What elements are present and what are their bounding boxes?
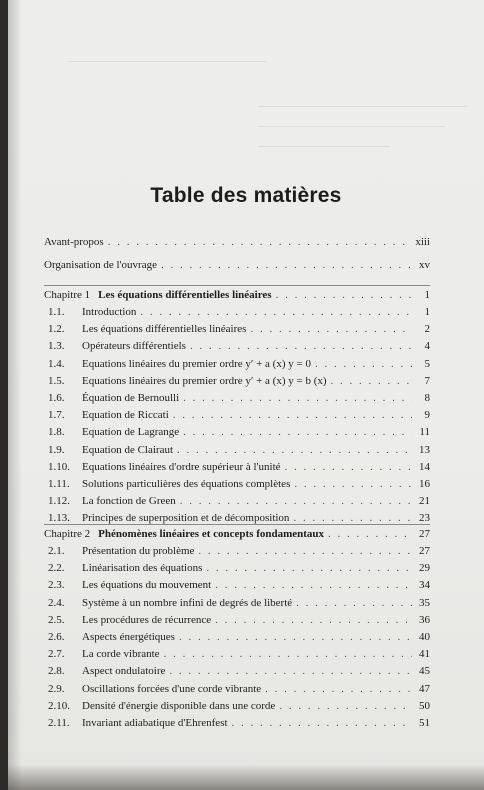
entry-title: Equation de Lagrange (82, 426, 180, 439)
toc-entry (44, 700, 430, 716)
section-number: 1.5. (48, 374, 65, 387)
section-number: 2.6. (48, 631, 65, 643)
toc-entry (44, 478, 430, 494)
page-number: 51 (419, 717, 430, 729)
dot-leader (232, 717, 412, 729)
page-number: 45 (419, 665, 430, 678)
table-of-contents (8, 0, 484, 790)
dot-leader (215, 614, 412, 626)
front-matter-entry (44, 236, 430, 252)
bleed-through-text: —————————————————— (68, 55, 266, 67)
toc-entry (44, 340, 430, 356)
toc-entry (44, 392, 430, 408)
dot-leader (190, 340, 412, 352)
dot-leader (296, 597, 412, 609)
entry-title: Les équations du mouvement (82, 579, 212, 592)
chapter-rule (44, 285, 430, 286)
entry-title: Equation de Riccati (82, 409, 169, 422)
page-title: Table des matières (150, 184, 342, 208)
entry-title: La fonction de Green (82, 495, 176, 508)
entry-title: Phénomènes linéaires et concepts fondamentaux (98, 528, 325, 540)
page-number: 29 (419, 562, 430, 575)
entry-title: Linéarisation des équations (82, 562, 203, 575)
page-number: 50 (419, 699, 430, 712)
page-number: 40 (419, 631, 430, 643)
toc-entry (44, 683, 430, 699)
entry-title: Opérateurs différentiels (82, 340, 186, 353)
page-number: 5 (424, 357, 430, 370)
entry-title: Les équations différentielles linéaires (98, 289, 272, 301)
section-number: 1.4. (48, 357, 65, 370)
entry-title: Equations linéaires du premier ordre y′ + a (x) y = b (x) (82, 374, 327, 387)
page-number: 14 (419, 460, 430, 473)
page-number: 13 (419, 443, 430, 456)
entry-title: Equation de Clairaut (82, 443, 174, 456)
section-number: 1.7. (48, 409, 65, 422)
section-number: 2.5. (48, 613, 65, 626)
dot-leader (179, 631, 412, 643)
section-number: Chapitre 1 (44, 289, 91, 301)
dot-leader (328, 528, 412, 540)
dot-leader (140, 306, 412, 318)
bleed-through-text: ————————————————— (258, 120, 445, 132)
section-number: 1.6. (48, 392, 65, 404)
dot-leader (293, 512, 412, 524)
dot-leader (183, 426, 412, 438)
section-number: 2.1. (48, 545, 65, 557)
entry-title: Densité d'énergie disponible dans une corde (82, 699, 276, 712)
toc-entry (44, 631, 430, 647)
page-number: 9 (424, 409, 430, 422)
entry-title: Equations linéaires d'ordre supérieur à l'unité (82, 460, 281, 473)
section-number: 1.9. (48, 443, 65, 456)
entry-title: Principes de superposition et de décomposition (82, 512, 290, 525)
dot-leader (177, 444, 412, 456)
page-number: 4 (424, 340, 430, 353)
entry-title: La corde vibrante (82, 648, 160, 661)
entry-title: Avant-propos (44, 236, 104, 248)
toc-entry (44, 444, 430, 460)
section-number: 1.3. (48, 340, 65, 353)
page-number: xv (419, 259, 430, 271)
section-number: 2.11. (48, 717, 70, 729)
dot-leader (285, 461, 412, 473)
section-number: 1.1. (48, 306, 65, 318)
toc-entry (44, 409, 430, 425)
entry-title: Les équations différentielles linéaires (82, 323, 247, 336)
entry-title: Système à un nombre infini de degrés de liberté (82, 596, 293, 609)
page-number: 34 (419, 579, 430, 592)
dot-leader (265, 683, 412, 695)
section-number: 2.2. (48, 562, 65, 575)
entry-title: Aspects énergétiques (82, 631, 175, 643)
section-number: 1.2. (48, 323, 65, 336)
toc-entry (44, 717, 430, 733)
entry-title: Solutions particulières des équations complètes (82, 478, 291, 490)
section-number: 2.3. (48, 579, 65, 592)
section-number: 2.4. (48, 596, 65, 609)
section-number: 2.9. (48, 682, 65, 695)
entry-title: Oscillations forcées d'une corde vibrante (82, 682, 262, 695)
toc-entry (44, 545, 430, 561)
section-number: 2.8. (48, 665, 65, 678)
page-number: 2 (424, 323, 430, 336)
dot-leader (108, 236, 412, 248)
dot-leader (279, 700, 412, 712)
dot-leader (215, 579, 412, 591)
page-number: 41 (419, 648, 430, 661)
toc-entry (44, 648, 430, 664)
dot-leader (173, 409, 412, 421)
section-number: 1.10. (48, 460, 70, 473)
page-number: 47 (419, 682, 430, 695)
section-number: 1.8. (48, 426, 65, 439)
page-number: 16 (419, 478, 430, 490)
entry-title: Equations linéaires du premier ordre y′ + a (x) y = 0 (82, 357, 311, 370)
entry-title: Les procédures de récurrence (82, 613, 212, 626)
dot-leader (180, 495, 412, 507)
section-number: 1.12. (48, 495, 70, 508)
toc-entry (44, 665, 430, 681)
dot-leader (294, 478, 412, 490)
toc-entry (44, 512, 430, 528)
page-number: 27 (419, 545, 430, 557)
chapter-heading (44, 289, 430, 305)
chapter-rule (44, 524, 430, 525)
bleed-through-text: ——————————————————— (258, 100, 467, 112)
chapter-heading (44, 528, 430, 544)
toc-entry (44, 495, 430, 511)
section-number: 1.11. (48, 478, 70, 490)
bleed-through-text: ———————————— (258, 140, 390, 152)
entry-title: Organisation de l'ouvrage (44, 259, 157, 271)
dot-leader (331, 375, 412, 387)
page-number: 36 (419, 613, 430, 626)
dot-leader (164, 648, 412, 660)
book-page (8, 0, 484, 790)
section-number: Chapitre 2 (44, 528, 91, 540)
section-number: 2.10. (48, 699, 70, 712)
page-number: 1 (424, 289, 430, 301)
page-number: 35 (419, 596, 430, 609)
entry-title: Invariant adiabatique d'Ehrenfest (82, 717, 228, 729)
toc-entry (44, 375, 430, 391)
entry-title: Présentation du problème (82, 545, 195, 557)
front-matter-entry (44, 259, 430, 275)
page-number: xiii (415, 236, 430, 248)
entry-title: Introduction (82, 306, 137, 318)
page-bottom-shadow (8, 764, 484, 790)
page-number: 21 (419, 495, 430, 508)
dot-leader (198, 545, 412, 557)
dot-leader (169, 665, 412, 677)
page-number: 11 (419, 426, 430, 439)
toc-entry (44, 323, 430, 339)
page-number: 8 (424, 392, 430, 404)
toc-entry (44, 426, 430, 442)
toc-entry (44, 562, 430, 578)
toc-entry (44, 461, 430, 477)
page-number: 1 (424, 306, 430, 318)
section-number: 1.13. (48, 512, 70, 525)
page-number: 27 (419, 528, 430, 540)
toc-entry (44, 306, 430, 322)
dot-leader (250, 323, 412, 335)
dot-leader (206, 562, 412, 574)
page-number: 7 (424, 374, 430, 387)
toc-entry (44, 579, 430, 595)
dot-leader (276, 289, 412, 301)
toc-entry (44, 358, 430, 374)
page-number: 23 (419, 512, 430, 525)
entry-title: Équation de Bernoulli (82, 392, 180, 404)
dot-leader (161, 259, 412, 271)
dot-leader (315, 358, 412, 370)
dot-leader (183, 392, 412, 404)
section-number: 2.7. (48, 648, 65, 661)
toc-entry (44, 597, 430, 613)
entry-title: Aspect ondulatoire (82, 665, 166, 678)
toc-entry (44, 614, 430, 630)
